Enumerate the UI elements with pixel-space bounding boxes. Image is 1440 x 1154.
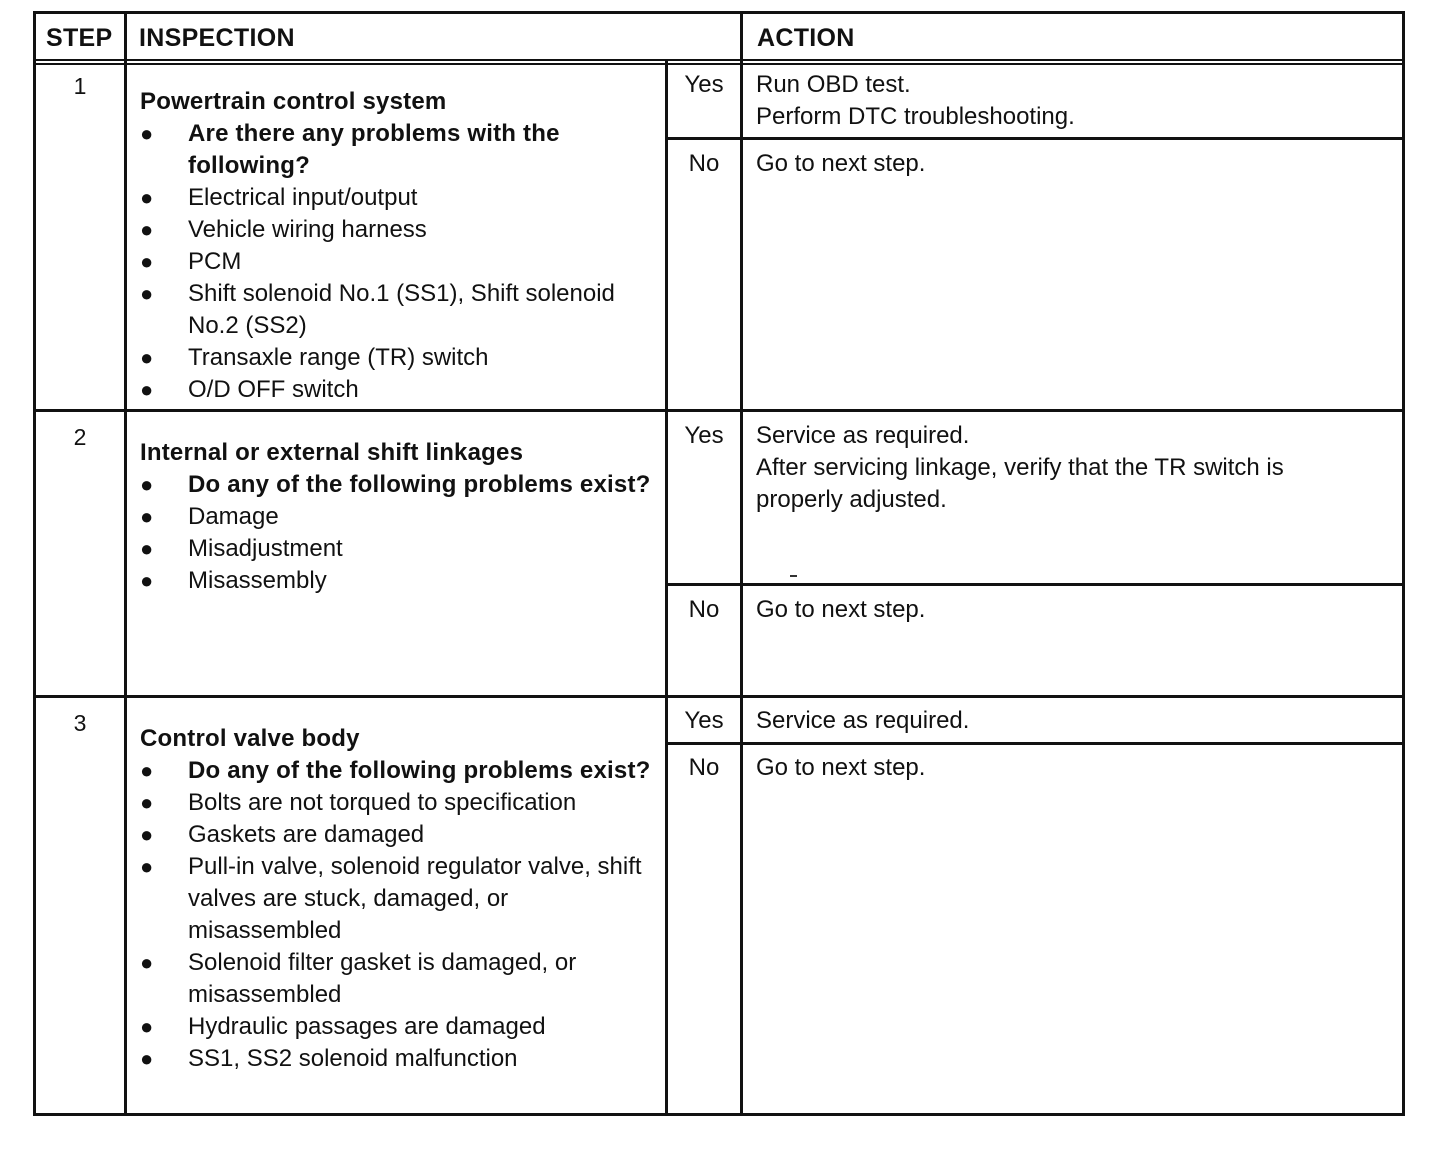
inspection-question: ● Do any of the following problems exist?	[140, 755, 655, 787]
inspection-list	[140, 118, 660, 406]
yes-action	[756, 420, 1376, 516]
bullet-icon: ●	[140, 504, 154, 529]
bullet-icon: ●	[140, 377, 154, 402]
bullet-icon: ●	[140, 281, 154, 306]
bullet-icon: ●	[140, 536, 154, 561]
bullet-icon: ●	[140, 249, 154, 274]
bullet-icon: ●	[140, 568, 154, 593]
list-item: ● Pull-in valve, solenoid regulator valve, shift valves are stuck, damaged, or misassembled	[140, 853, 642, 944]
bullet-icon: ●	[140, 822, 154, 847]
action-line: After servicing linkage, verify that the TR switch is properly adjusted.	[756, 454, 1284, 513]
step-number: 1	[73, 73, 87, 99]
yesno-sep-2	[665, 583, 1405, 586]
header-inspection: INSPECTION	[139, 24, 295, 52]
bullet-icon: ●	[140, 1014, 154, 1039]
header-rule	[33, 59, 1405, 61]
action-line: Service as required.	[756, 707, 970, 734]
inspection-cell	[140, 86, 660, 406]
inspection-cell	[140, 723, 655, 1075]
yes-label: Yes	[684, 707, 724, 734]
yesno-sep-3	[665, 742, 1405, 745]
action-line: Go to next step.	[756, 596, 926, 623]
bullet-icon: ●	[140, 950, 154, 975]
bullet-icon: ●	[140, 1046, 154, 1071]
col-line-step	[124, 11, 127, 1116]
bullet-icon: ●	[140, 217, 154, 242]
table-border-left	[33, 11, 36, 1116]
yes-label: Yes	[684, 422, 724, 449]
list-item: ● Misassembly	[140, 565, 660, 597]
step-number: 2	[73, 424, 87, 450]
list-item: ● Hydraulic passages are damaged	[140, 1011, 655, 1043]
yesno-sep-1	[665, 137, 1405, 140]
no-action	[756, 594, 1386, 626]
list-item: ● Solenoid filter gasket is damaged, or misassembled	[140, 949, 577, 1008]
table-border-bottom	[33, 1113, 1405, 1116]
bullet-icon: ●	[140, 472, 154, 497]
bullet-icon: ●	[140, 790, 154, 815]
inspection-title: Powertrain control system	[140, 88, 447, 115]
list-item: ● Electrical input/output	[140, 182, 660, 214]
inspection-question: ● Are there any problems with the following?	[140, 120, 560, 179]
col-line-yesno	[665, 61, 668, 1116]
bullet-icon: ●	[140, 345, 154, 370]
inspection-cell	[140, 437, 660, 597]
inspection-title: Control valve body	[140, 725, 360, 752]
list-item: ● PCM	[140, 246, 660, 278]
list-item: ● SS1, SS2 solenoid malfunction	[140, 1043, 655, 1075]
table-border-right	[1402, 11, 1405, 1116]
list-item: ● Vehicle wiring harness	[140, 214, 660, 246]
inspection-list	[140, 755, 655, 1075]
list-item: ● Transaxle range (TR) switch	[140, 342, 660, 374]
scan-mark	[790, 575, 797, 577]
yes-action	[756, 705, 1386, 737]
action-line: Go to next step.	[756, 754, 926, 781]
list-item: ● Shift solenoid No.1 (SS1), Shift solenoid No.2 (SS2)	[140, 280, 615, 339]
action-line: Perform DTC troubleshooting.	[756, 103, 1075, 130]
inspection-title: Internal or external shift linkages	[140, 439, 524, 466]
header-rule-2	[33, 63, 1405, 65]
action-line: Run OBD test.	[756, 71, 911, 98]
list-item: ● Misadjustment	[140, 533, 660, 565]
list-item: ● Damage	[140, 501, 660, 533]
inspection-question: ● Do any of the following problems exist?	[140, 469, 660, 501]
no-action	[756, 148, 1386, 180]
bullet-icon: ●	[140, 185, 154, 210]
list-item: ● Gaskets are damaged	[140, 819, 655, 851]
yes-label: Yes	[684, 71, 724, 98]
header-step: STEP	[46, 24, 113, 52]
no-label: No	[688, 150, 720, 177]
row-sep-1	[33, 409, 1405, 412]
action-line: Go to next step.	[756, 150, 926, 177]
bullet-icon: ●	[140, 121, 154, 146]
row-sep-2	[33, 695, 1405, 698]
header-action: ACTION	[757, 24, 855, 52]
action-line: Service as required.	[756, 422, 970, 449]
table-border-top	[33, 11, 1405, 14]
bullet-icon: ●	[140, 854, 154, 879]
bullet-icon: ●	[140, 758, 154, 783]
list-item: ● Bolts are not torqued to specification	[140, 787, 655, 819]
list-item: ● O/D OFF switch	[140, 374, 660, 406]
yes-action	[756, 69, 1386, 133]
no-label: No	[688, 754, 720, 781]
step-number: 3	[73, 710, 87, 736]
no-label: No	[688, 596, 720, 623]
inspection-list	[140, 469, 660, 597]
no-action	[756, 752, 1386, 784]
